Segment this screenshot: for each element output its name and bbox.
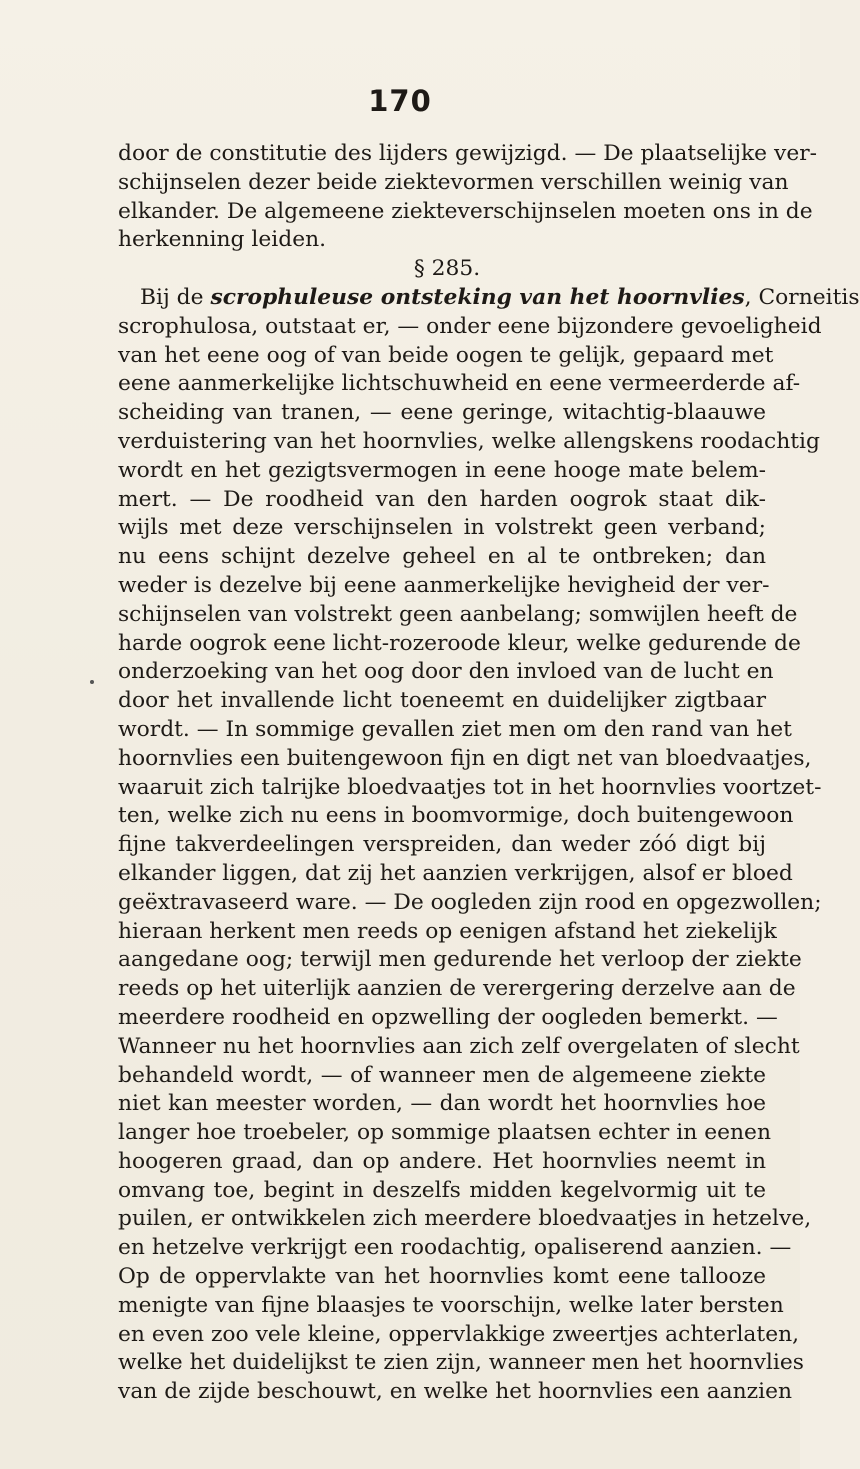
paragraph-first-line (118, 284, 860, 313)
text-line: van het eene oog of van beide oogen te gelijk, gepaard met (118, 342, 774, 368)
text-line: meerdere roodheid en opzwelling der oogleden bemerkt. — (118, 1004, 778, 1030)
text-line: niet kan meester worden, — dan wordt het hoornvlies hoe (118, 1091, 766, 1117)
text-line: verduistering van het hoornvlies, welke allengskens roodachtig (118, 428, 820, 454)
text-line: reeds op het uiterlijk aanzien de verergering derzelve aan de (118, 976, 796, 1002)
text-line: schijnselen dezer beide ziektevormen verschillen weinig van (118, 169, 789, 195)
text-line: en even zoo vele kleine, oppervlakkige zweertjes achterlaten, (118, 1321, 800, 1347)
text-line: scrophulosa, outstaat er, — onder eene bijzondere gevoeligheid (118, 313, 822, 339)
text-line: behandeld wordt, — of wanneer men de algemeene ziekte (118, 1062, 766, 1088)
italic-term: scrophuleuse ontsteking van het hoornvlies (210, 284, 745, 310)
margin-speck (90, 680, 94, 684)
text-line: elkander liggen, dat zij het aanzien verkrijgen, alsof er bloed (118, 860, 793, 886)
text-line: menigte van fijne blaasjes te voorschijn, welke later bersten (118, 1292, 784, 1318)
text-line: waaruit zich talrijke bloedvaatjes tot in het hoornvlies voortzet- (118, 774, 822, 800)
text-line: van de zijde beschouwt, en welke het hoornvlies een aanzien (118, 1379, 793, 1405)
text-line: hoogeren graad, dan op andere. Het hoornvlies neemt in (118, 1148, 766, 1174)
text-line: herkenning leiden. (118, 227, 327, 253)
text-line: hoornvlies een buitengewoon fijn en digt net van bloedvaatjes, (118, 745, 812, 771)
text-line: en hetzelve verkrijgt een roodachtig, opaliserend aanzien. — (118, 1235, 792, 1261)
text-line: puilen, er ontwikkelen zich meerdere bloedvaatjes in hetzelve, (118, 1206, 812, 1232)
text-line: Op de oppervlakte van het hoornvlies komt eene tallooze (118, 1264, 766, 1290)
text-line: geëxtravaseerd ware. — De oogleden zijn rood en opgezwollen; (118, 889, 822, 915)
text-line: mert. — De roodheid van den harden oogrok staat dik- (118, 486, 766, 512)
text-line: fijne takverdeelingen verspreiden, dan weder zóó digt bij (118, 832, 766, 858)
page-number: 170 (368, 84, 432, 118)
text-line: ten, welke zich nu eens in boomvormige, doch buitengewoon (118, 803, 794, 829)
text-line: eene aanmerkelijke lichtschuwheid en eene vermeerderde af- (118, 371, 801, 397)
text-line: aangedane oog; terwijl men gedurende het verloop der ziekte (118, 947, 802, 973)
text-line: omvang toe, begint in deszelfs midden kegelvormig uit te (118, 1177, 766, 1203)
text-line: wordt en het gezigtsvermogen in eene hooge mate belem- (118, 457, 766, 483)
text-line: nu eens schijnt dezelve geheel en al te ontbreken; dan (118, 544, 766, 570)
text-line: scheiding van tranen, — eene geringe, witachtig-blaauwe (118, 400, 766, 426)
text-line: wordt. — In sommige gevallen ziet men om den rand van het (118, 716, 792, 742)
tail-text: , Corneitis (744, 284, 860, 310)
text-line: door het invallende licht toeneemt en duidelijker zigtbaar (118, 688, 766, 714)
text-line: Wanneer nu het hoornvlies aan zich zelf overgelaten of slecht (118, 1033, 800, 1059)
text-line: hieraan herkent men reeds op eenigen afstand het ziekelijk (118, 918, 777, 944)
lead-text: Bij de (140, 284, 211, 310)
text-line: langer hoe troebeler, op sommige plaatsen echter in eenen (118, 1120, 771, 1146)
section-heading: § 285. (413, 256, 481, 282)
text-line: welke het duidelijkst te zien zijn, wanneer men het hoornvlies (118, 1350, 804, 1376)
text-line: door de constitutie des lijders gewijzigd. — De plaatselijke ver- (118, 141, 818, 166)
text-line: weder is dezelve bij eene aanmerkelijke hevigheid der ver- (118, 572, 770, 598)
text-line: onderzoeking van het oog door den invloed van de lucht en (118, 659, 774, 685)
body-text (118, 140, 860, 1407)
text-line: harde oogrok eene licht-rozeroode kleur, welke gedurende de (118, 630, 801, 656)
text-line: schijnselen van volstrekt geen aanbelang; somwijlen heeft de (118, 601, 798, 627)
text-line: elkander. De algemeene ziekteverschijnselen moeten ons in de (118, 198, 813, 224)
text-line: wijls met deze verschijnselen in volstrekt geen verband; (118, 515, 766, 541)
